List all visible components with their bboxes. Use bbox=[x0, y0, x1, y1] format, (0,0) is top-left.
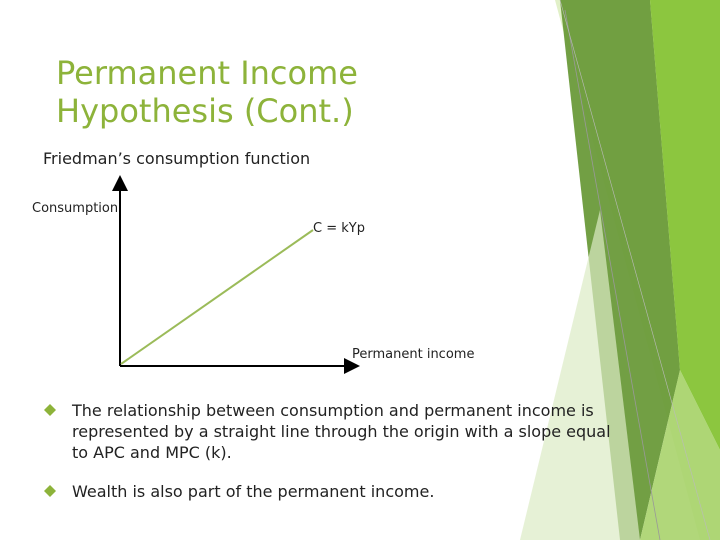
consumption-line bbox=[121, 230, 313, 364]
x-axis-label: Permanent income bbox=[352, 347, 475, 362]
diamond-bullet-icon bbox=[44, 485, 56, 497]
bullet-text: The relationship between consumption and permanent income is represented by a straight line through the origin with a slope equal to APC and MPC (k). bbox=[72, 401, 611, 462]
bullet-item bbox=[44, 400, 614, 463]
slide-subtitle: Friedman’s consumption function bbox=[43, 149, 311, 168]
bullet-text: Wealth is also part of the permanent income. bbox=[72, 482, 435, 501]
y-axis-label: Consumption bbox=[32, 201, 119, 216]
slide-title-line-1: Permanent Income bbox=[56, 54, 358, 92]
slide-title-line-2: Hypothesis (Cont.) bbox=[56, 92, 354, 130]
bullet-list bbox=[44, 400, 614, 520]
bullet-item bbox=[44, 481, 614, 502]
diamond-bullet-icon bbox=[44, 404, 56, 416]
line-equation-label: C = kYp bbox=[313, 221, 365, 236]
